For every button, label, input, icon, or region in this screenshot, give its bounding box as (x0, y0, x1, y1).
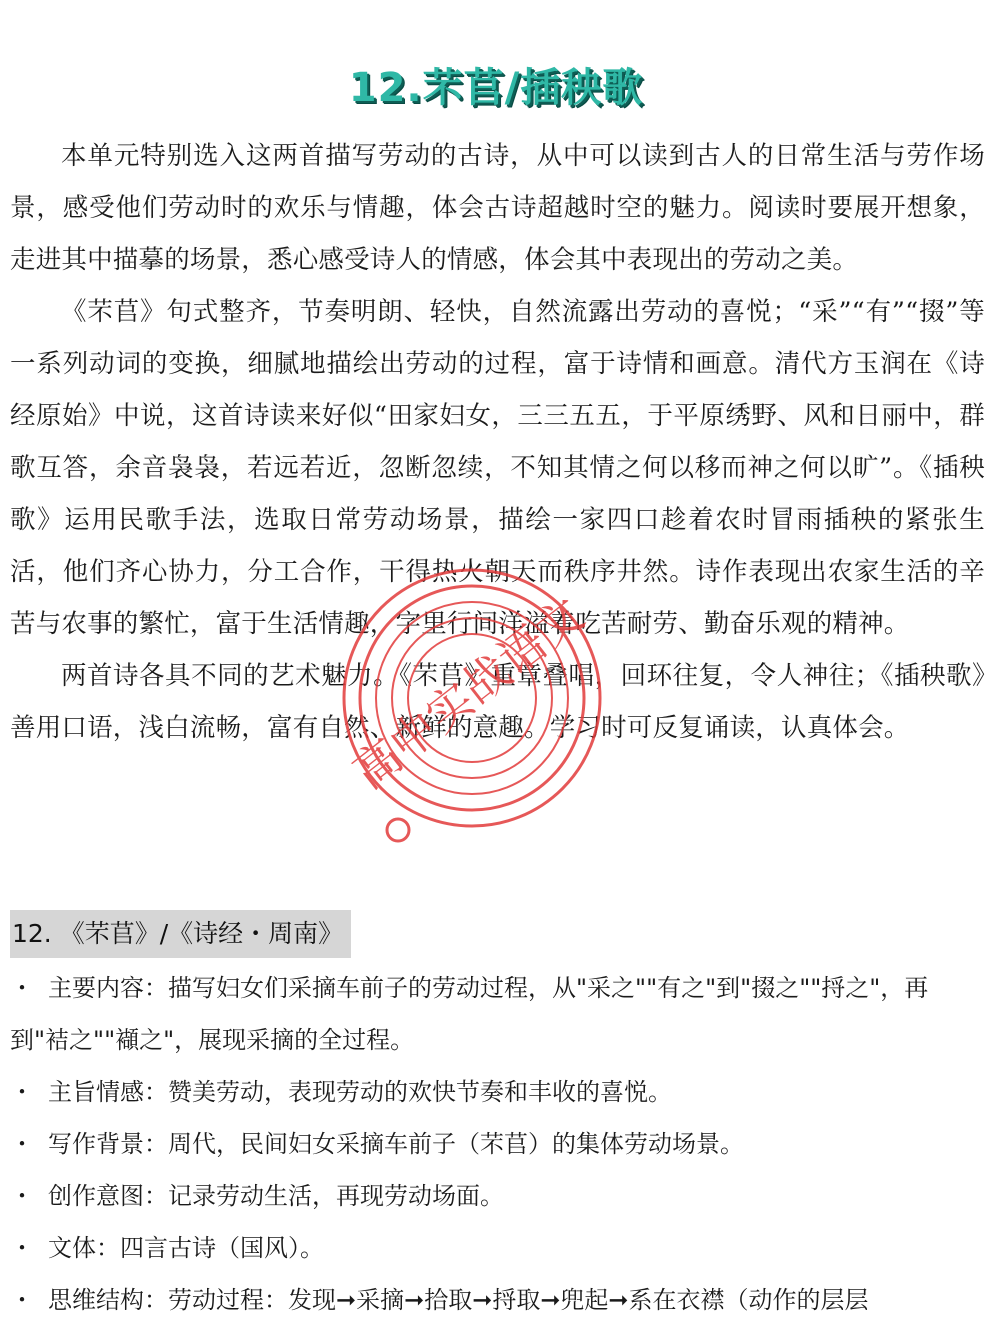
bullet-mark: ・ (10, 1286, 34, 1314)
bullet-mark: ・ (10, 1078, 34, 1106)
list-item-text: 创作意图：记录劳动生活，再现劳动场面。 (48, 1182, 504, 1210)
bullet-mark: ・ (10, 974, 34, 1002)
list-item (10, 1170, 985, 1222)
list-item (10, 1066, 985, 1118)
section-heading: 12. 《芣苢》/《诗经・周南》 (10, 910, 351, 958)
list-item-text: 主旨情感：赞美劳动，表现劳动的欢快节奏和丰收的喜悦。 (48, 1078, 672, 1106)
list-item (10, 1118, 985, 1170)
intro-paragraph-3: 两首诗各具不同的艺术魅力。《芣苢》重章叠唱，回环往复，令人神往；《插秧歌》善用口语，浅白流畅，富有自然、新鲜的意趣。学习时可反复诵读，认真体会。 (10, 661, 985, 743)
list-item-text: 写作背景：周代，民间妇女采摘车前子（芣苢）的集体劳动场景。 (48, 1130, 744, 1158)
list-item (10, 1222, 985, 1274)
list-item (10, 1274, 985, 1326)
bullet-mark: ・ (10, 1182, 34, 1210)
list-item (10, 962, 985, 1066)
watermark-text: 高中实战语文 (342, 587, 594, 800)
list-item-text: 文体：四言古诗（国风）。 (48, 1234, 324, 1262)
list-item-text: 思维结构：劳动过程：发现➞采摘➞拾取➞捋取➞兜起➞系在衣襟（动作的层层 (48, 1286, 869, 1314)
bullet-mark: ・ (10, 1130, 34, 1158)
bullet-mark: ・ (10, 1234, 34, 1262)
intro-paragraph-1: 本单元特别选入这两首描写劳动的古诗，从中可以读到古人的日常生活与劳作场景，感受他们劳动时的欢乐与情趣，体会古诗超越时空的魅力。阅读时要展开想象，走进其中描摹的场景，悉心感受诗人的情感，体会其中表现出的劳动之美。 (10, 141, 985, 275)
intro-section (10, 130, 985, 754)
intro-paragraph-2: 《芣苢》句式整齐，节奏明朗、轻快，自然流露出劳动的喜悦；“采”“有”“掇”等一系列动词的变换，细腻地描绘出劳动的过程，富于诗情和画意。清代方玉润在《诗经原始》中说，这首诗读来好似“田家妇女，三三五五，于平原绣野、风和日丽中，群歌互答，余音袅袅，若远若近，忽断忽续，不知其情之何以移而神之何以旷”。《插秧歌》运用民歌手法，选取日常劳动场景，描绘一家四口趁着农时冒雨插秧的紧张生活，他们齐心协力，分工合作，干得热火朝天而秩序井然。诗作表现出农家生活的辛苦与农事的繁忙，富于生活情趣，字里行间洋溢着吃苦耐劳、勤奋乐观的精神。 (10, 297, 985, 639)
page-title: 12.芣苢/插秧歌 (348, 65, 644, 111)
bullet-list (10, 962, 985, 1326)
list-item-text: 主要内容：描写妇女们采摘车前子的劳动过程，从"采之""有之"到"掇之""捋之"，再到"袺之""襭之"，展现采摘的全过程。 (10, 974, 929, 1054)
